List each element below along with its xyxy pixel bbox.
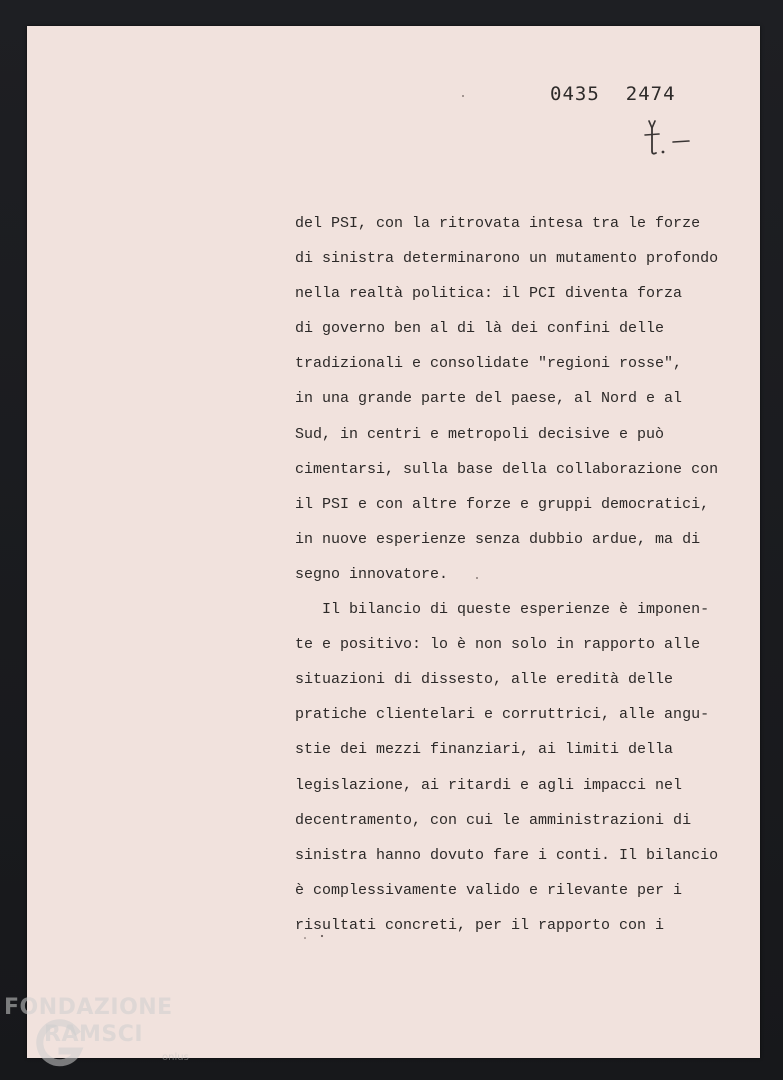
text-line: pratiche clientelari e corruttrici, alle angu- bbox=[295, 706, 710, 724]
text-line: legislazione, ai ritardi e agli impacci nel bbox=[295, 776, 683, 794]
text-line: stie dei mezzi finanziari, ai limiti della bbox=[295, 741, 674, 759]
archive-number-stamp bbox=[550, 83, 676, 105]
watermark-line1: FONDAZIONE bbox=[4, 995, 173, 1020]
handwritten-page-mark bbox=[637, 119, 707, 159]
text-line: sinistra hanno dovuto fare i conti. Il bilancio bbox=[295, 846, 719, 864]
fondazione-gramsci-watermark bbox=[4, 995, 204, 1075]
text-line: è complessivamente valido e rilevante per i bbox=[295, 881, 683, 899]
watermark-line2: RAMSCI bbox=[44, 1022, 144, 1047]
text-line: risultati concreti, per il rapporto con i bbox=[295, 916, 665, 934]
document-page bbox=[27, 26, 760, 1058]
text-line: del PSI, con la ritrovata intesa tra le forze bbox=[295, 215, 701, 232]
text-line: di sinistra determinarono un mutamento profondo bbox=[295, 250, 719, 268]
text-line: decentramento, con cui le amministrazioni di bbox=[295, 811, 692, 829]
text-line: Sud, in centri e metropoli decisive e può bbox=[295, 425, 665, 443]
text-line: segno innovatore. bbox=[295, 565, 449, 583]
text-line: tradizionali e consolidate "regioni rosse", bbox=[295, 355, 683, 373]
text-line: di governo ben al di là dei confini delle bbox=[295, 320, 665, 338]
text-line: il PSI e con altre forze e gruppi democratici, bbox=[295, 495, 710, 513]
archive-number: 0435 bbox=[550, 83, 600, 105]
text-line: Il bilancio di queste esperienze è imponen- bbox=[295, 601, 710, 619]
page-number: 2474 bbox=[625, 83, 676, 105]
text-line: cimentarsi, sulla base della collaborazione con bbox=[295, 460, 719, 478]
text-line: situazioni di dissesto, alle eredità delle bbox=[295, 671, 674, 689]
typed-body-text bbox=[295, 206, 750, 943]
watermark-sub: onlus bbox=[162, 1052, 189, 1063]
text-line: in una grande parte del paese, al Nord e al bbox=[295, 390, 683, 408]
text-line: in nuove esperienze senza dubbio ardue, ma di bbox=[295, 530, 701, 548]
text-line: nella realtà politica: il PCI diventa forza bbox=[295, 285, 683, 303]
text-line: te e positivo: lo è non solo in rapporto alle bbox=[295, 636, 701, 654]
